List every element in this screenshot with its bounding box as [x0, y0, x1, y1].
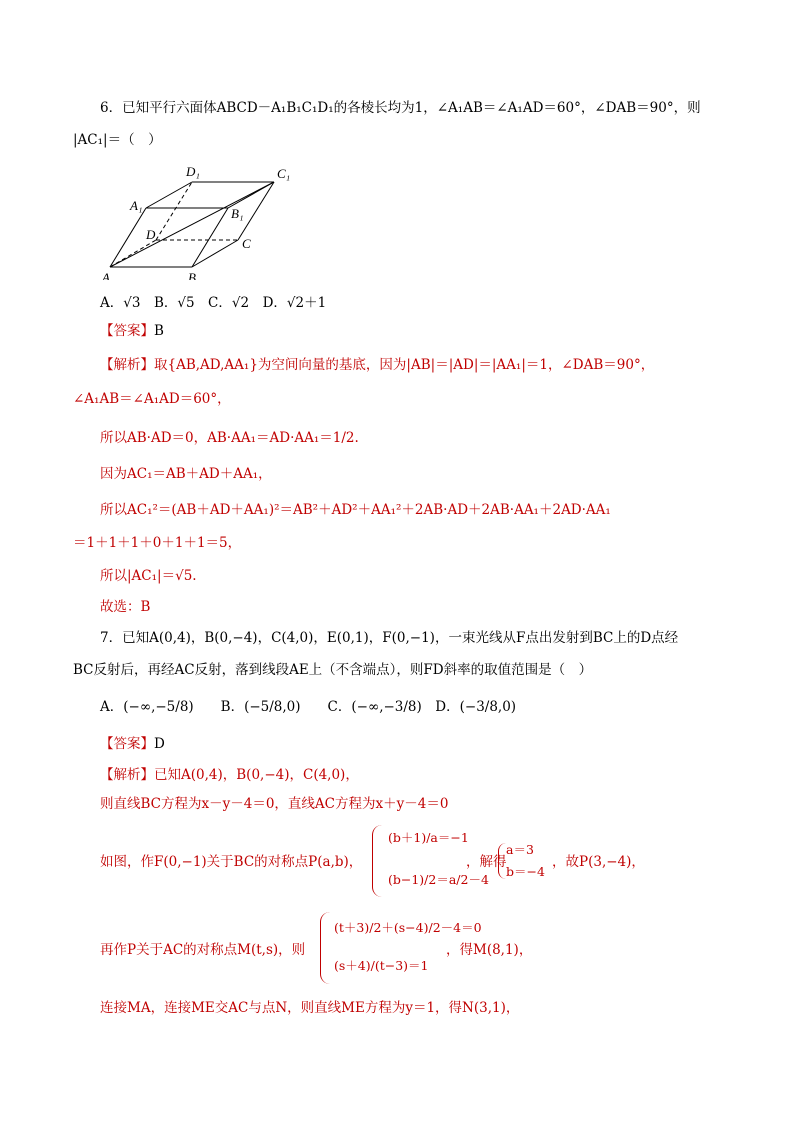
system1-eq2: (b−1)/2＝a/2－4 — [388, 872, 489, 887]
system2-eq2: b＝−4 — [506, 864, 545, 879]
label-B1: B₁ — [231, 206, 244, 221]
label-A1: A₁ — [130, 198, 143, 213]
hidden-edge-DD1 — [156, 182, 192, 240]
q6-analysis-line5: 所以AC₁²＝(AB＋AD＋AA₁)²＝AB²＋AD²＋AA₁²＋2AB·AD＋2AB·AA₁＋2AD·AA₁ — [100, 502, 611, 518]
system3-eq1: (t＋3)/2＋(s−4)/2－4＝0 — [334, 920, 482, 935]
q7-analysis-line3c: ，故P(3,−4)， — [552, 854, 645, 870]
q6-analysis-line6: ＝1＋1＋1＋0＋1＋1＝5， — [73, 535, 242, 551]
q6-analysis-line2: ∠A₁AB＝∠A₁AD＝60°， — [73, 391, 231, 407]
system1-eq1: (b＋1)/a＝−1 — [388, 830, 469, 845]
analysis-label: 【解析】 — [100, 767, 154, 783]
system3-eq2: (s＋4)/(t−3)＝1 — [334, 958, 429, 973]
q6-answer — [100, 321, 164, 341]
hidden-edge-AD — [110, 240, 156, 267]
q7-stem-line2: BC反射后，再经AC反射，落到线段AE上（不含端点），则FD斜率的取值范围是（ ） — [73, 662, 593, 678]
q6-analysis-line3: 所以AB·AD＝0，AB·AA₁＝AD·AA₁＝1/2. — [100, 430, 359, 446]
q7-analysis-line4b: ，得M(8,1)， — [446, 942, 533, 958]
q7-analysis-line3a: 如图，作F(0,−1)关于BC的对称点P(a,b)， — [100, 854, 363, 870]
analysis-label: 【解析】 — [100, 357, 154, 373]
edge-BC — [192, 240, 238, 267]
parallelepiped-diagram — [100, 160, 300, 280]
system1-brace — [372, 825, 387, 897]
answer-value: B — [154, 323, 164, 339]
answer-label: 【答案】 — [100, 736, 154, 752]
diagonal-AC1 — [110, 182, 274, 267]
analysis-text: 已知A(0,4)，B(0,−4)，C(4,0)， — [154, 767, 359, 783]
parallelepiped-figure — [100, 160, 300, 284]
analysis-text: 取{AB,AD,AA₁}为空间向量的基底，因为|AB|＝|AD|＝|AA₁|＝1，∠DAB＝90°， — [154, 357, 655, 373]
q7-analysis-line2: 则直线BC方程为x－y－4＝0，直线AC方程为x＋y－4＝0 — [100, 796, 449, 812]
q7-answer — [100, 734, 165, 754]
label-C1: C₁ — [277, 166, 291, 181]
label-C: C — [242, 236, 251, 251]
edge-BB1 — [192, 208, 228, 267]
system2-eq1: a＝3 — [506, 842, 534, 857]
q6-analysis-line1 — [100, 355, 654, 375]
q6-stem-line2: |AC₁|＝（ ） — [73, 132, 162, 148]
q6-analysis-line7: 所以|AC₁|＝√5. — [100, 568, 197, 584]
q6-analysis-line4: 因为AC₁＝AB＋AD＋AA₁， — [100, 466, 272, 482]
label-D: D — [146, 227, 156, 242]
q6-choice: 故选：B — [100, 599, 151, 615]
system3-brace — [320, 912, 335, 984]
answer-label: 【答案】 — [100, 323, 154, 339]
label-D1: D₁ — [186, 164, 200, 179]
q7-analysis-line4a: 再作P关于AC的对称点M(t,s)，则 — [100, 942, 306, 958]
edge-A1D1 — [146, 182, 192, 208]
q7-options: A．(−∞,−5/8) B．(−5/8,0) C．(−∞,−3/8) D．(−3/8,0) — [100, 699, 517, 715]
q7-analysis-line5: 连接MA，连接ME交AC与点N，则直线ME方程为y＝1，得N(3,1)， — [100, 1000, 520, 1016]
label-A: A — [102, 270, 110, 280]
q7-stem-line1: 7．已知A(0,4)，B(0,−4)，C(4,0)，E(0,1)，F(0,−1)，一束光线从F点出发射到BC上的D点经 — [100, 630, 679, 646]
q7-analysis-line1 — [100, 765, 359, 785]
label-B: B — [188, 270, 196, 280]
q6-options: A．√3 B．√5 C．√2 D．√2＋1 — [100, 295, 327, 311]
answer-value: D — [154, 736, 165, 752]
q7-analysis-line3b: ，解得 — [466, 854, 507, 870]
q6-stem-line1: 6．已知平行六面体ABCD－A₁B₁C₁D₁的各棱长均为1，∠A₁AB＝∠A₁AD＝60°，∠DAB＝90°，则 — [100, 100, 701, 116]
